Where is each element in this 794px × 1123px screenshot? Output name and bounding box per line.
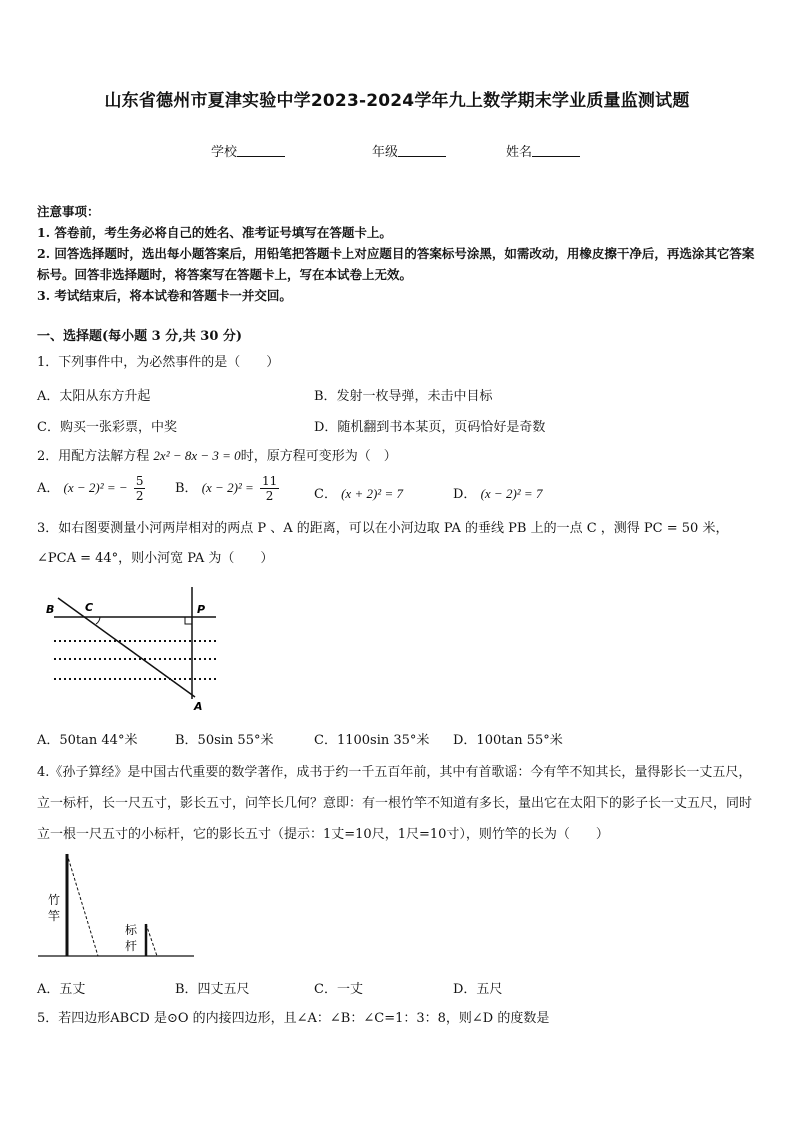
grade-field xyxy=(372,141,446,160)
grade-label: 年级 xyxy=(372,145,399,160)
q3-stem-line1: 3．如右图要测量小河两岸相对的两点 P 、A 的距离，可以在小河边取 PA 的垂线 PB 上的一点 C ，测得 PC = 50 米， xyxy=(37,521,729,536)
q2-option-b xyxy=(175,474,281,503)
notice-item-1: 1. 答卷前，考生务必将自己的姓名、准考证号填写在答题卡上。 xyxy=(37,225,392,240)
q2-option-d xyxy=(453,483,542,502)
q2-stem xyxy=(37,446,397,467)
name-blank xyxy=(532,143,580,157)
marker-sun-ray xyxy=(146,924,157,956)
q2-option-a-fraction xyxy=(134,474,146,503)
school-blank xyxy=(237,143,285,157)
q3-river-figure xyxy=(40,583,230,713)
q3-option-c: C．1100sin 35°米 xyxy=(314,733,430,748)
q2-option-a xyxy=(37,474,147,503)
q2-stem-pre: 2．用配方法解方程 xyxy=(37,449,150,464)
q1-stem: 1．下列事件中，为必然事件的是（ ） xyxy=(37,355,280,370)
q4-stem: 4.《孙子算经》是中国古代重要的数学著作，成书于约一千五百年前，其中有首歌谣：今有竿不知其长，量得影长一丈五尺，立一标杆，长一尺五寸，影长五寸，问竿长几何？意即：有一根竹竿不知道有多长，量出它在太阳下的影子长一丈五尺，同时立一根一尺五寸的小标杆，它的影长五寸（提示：1丈=10尺，1尺=10寸），则竹竿的长为（ ） xyxy=(37,765,753,842)
q2-stem-post: 时，原方程可变形为（ ） xyxy=(240,449,397,464)
name-label: 姓名 xyxy=(506,145,533,160)
right-angle-mark xyxy=(185,617,192,624)
q2-a-numerator: 5 xyxy=(135,474,144,488)
q2-option-d-expr: (x − 2)² = 7 xyxy=(480,486,543,501)
angle-arc xyxy=(96,617,100,624)
marker-label-2: 杆 xyxy=(125,939,138,953)
q1-option-d: D．随机翻到书本某页，页码恰好是奇数 xyxy=(314,420,546,435)
q2-option-d-label: D． xyxy=(453,487,477,502)
fig-label-a: A xyxy=(194,700,203,713)
q2-b-denominator: 2 xyxy=(265,489,274,503)
q1-option-a: A．太阳从东方升起 xyxy=(37,389,151,404)
exam-title: 山东省德州市夏津实验中学2023-2024学年九上数学期末学业质量监测试题 xyxy=(104,91,690,111)
fig-label-p: P xyxy=(197,603,206,616)
notice-item-2: 2. 回答选择题时，选出每小题答案后，用铅笔把答题卡上对应题目的答案标号涂黑，如需改动，用橡皮擦干净后，再选涂其它答案标号。回答非选择题时，将答案写在答题卡上，写在本试卷上无效。 xyxy=(37,246,755,282)
sight-line-ca xyxy=(58,598,195,697)
q1-option-c: C．购买一张彩票，中奖 xyxy=(37,420,177,435)
q3-option-d: D．100tan 55°米 xyxy=(453,733,563,748)
bamboo-label-1: 竹 xyxy=(48,893,61,907)
q4-option-d: D．五尺 xyxy=(453,982,503,997)
q4-shadow-figure xyxy=(38,850,198,960)
q3-option-b: B．50sin 55°米 xyxy=(175,733,274,748)
bamboo-label-2: 竿 xyxy=(48,909,61,923)
q4-option-a: A．五丈 xyxy=(37,982,86,997)
q2-option-b-label: B． xyxy=(175,481,198,496)
notice-block xyxy=(37,201,761,306)
q2-equation: 2x² − 8x − 3 = 0 xyxy=(153,448,241,463)
q2-option-b-expr: (x − 2)² = xyxy=(201,480,254,495)
fig-label-c: C xyxy=(85,601,94,614)
q1-option-b: B．发射一枚导弹，未击中目标 xyxy=(314,389,493,404)
q2-option-a-expr: (x − 2)² = − xyxy=(63,480,128,495)
section-heading: 一、选择题(每小题 3 分,共 30 分) xyxy=(37,329,243,344)
school-label: 学校 xyxy=(211,145,238,160)
notice-heading: 注意事项： xyxy=(37,204,100,219)
q2-b-numerator: 11 xyxy=(261,474,278,488)
fig-label-b: B xyxy=(46,603,55,616)
q4-option-b: B．四丈五尺 xyxy=(175,982,250,997)
q2-option-c-label: C． xyxy=(314,487,337,502)
bamboo-sun-ray xyxy=(67,854,98,956)
q2-option-c-expr: (x + 2)² = 7 xyxy=(341,486,403,501)
marker-label-1: 标 xyxy=(125,923,138,937)
q3-option-a: A．50tan 44°米 xyxy=(37,733,138,748)
q3-stem-line2: ∠PCA = 44°，则小河宽 PA 为（ ） xyxy=(37,551,274,566)
grade-blank xyxy=(398,143,446,157)
q2-option-a-label: A． xyxy=(37,481,60,496)
q5-stem: 5．若四边形ABCD 是⊙O 的内接四边形，且∠A：∠B：∠C=1：3：8，则∠D 的度数是 xyxy=(37,1011,550,1026)
name-field xyxy=(506,141,580,160)
q4-option-c: C．一丈 xyxy=(314,982,363,997)
school-field xyxy=(211,141,285,160)
q2-option-b-fraction xyxy=(260,474,279,503)
q2-a-denominator: 2 xyxy=(135,489,144,503)
notice-item-3: 3. 考试结束后，将本试卷和答题卡一并交回。 xyxy=(37,288,292,303)
q2-option-c xyxy=(314,483,403,502)
